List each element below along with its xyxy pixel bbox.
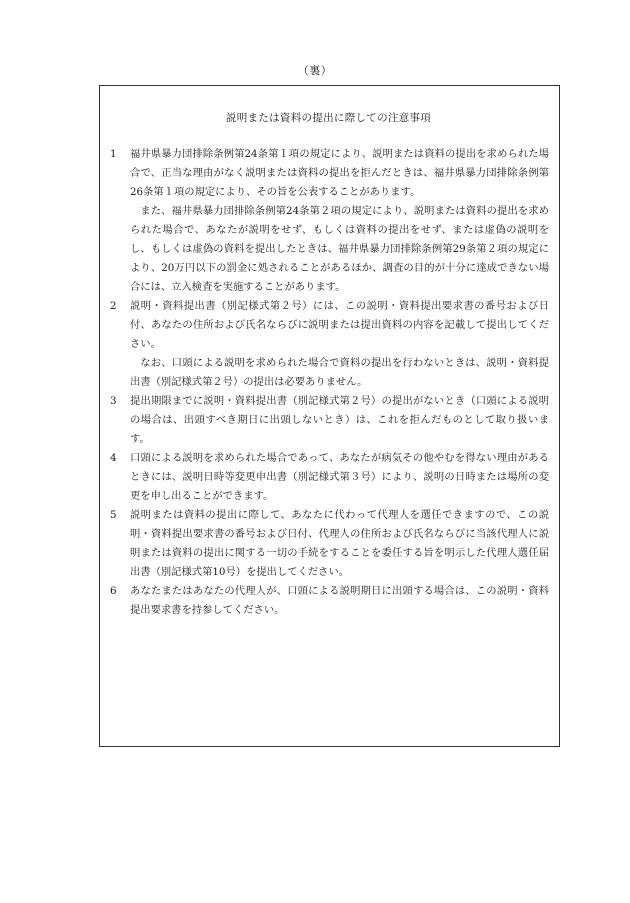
item-paragraph: 説明または資料の提出に際して、あなたに代わって代理人を選任できますので、この説明・資料提出要求書の番号および日付、代理人の住所および氏名ならびに当該代理人に説明または資料の提出に関する一切の手続をすることを委任する旨を明示した代理人選任届出書（別記様式第10号）を提出してください。 xyxy=(130,509,549,578)
notice-item-1 xyxy=(108,145,549,297)
notice-item-6 xyxy=(108,582,549,620)
item-paragraph: 説明・資料提出書（別記様式第２号）には、この説明・資料提出要求書の番号および日付、あなたの住所および氏名ならびに説明または提出資料の内容を記載して提出してください。 xyxy=(130,300,549,350)
notice-item-4 xyxy=(108,449,549,506)
item-number: 1 xyxy=(110,148,117,160)
notice-title: 説明または資料の提出に際しての注意事項 xyxy=(225,112,432,124)
item-body xyxy=(130,506,549,582)
notice-items xyxy=(108,145,549,620)
notice-box xyxy=(99,85,560,747)
item-paragraph: 口頭による説明を求められた場合であって、あなたが病気その他やむを得ない理由があるときには、説明日時等変更申出書（別記様式第３号）により、説明の日時または場所の変更を申し出ることができます。 xyxy=(130,452,549,502)
item-paragraph: なお、口頭による説明を求められた場合で資料の提出を行わないときは、説明・資料提出書（別記様式第２号）の提出は必要ありません。 xyxy=(130,357,549,388)
item-body xyxy=(130,297,549,392)
item-number: 3 xyxy=(110,395,117,407)
item-body xyxy=(130,145,549,297)
item-number: 5 xyxy=(110,509,117,521)
item-paragraph: あなたまたはあなたの代理人が、口頭による説明期日に出頭する場合は、この説明・資料提出要求書を持参してください。 xyxy=(130,585,549,616)
item-paragraph: 提出期限までに説明・資料提出書（別記様式第２号）の提出がないとき（口頭による説明の場合は、出頭すべき期日に出頭しないとき）は、これを拒んだものとして取り扱います。 xyxy=(130,395,549,445)
item-paragraph: 福井県暴力団排除条例第24条第１項の規定により、説明または資料の提出を求められた場合で、正当な理由がなく説明または資料の提出を拒んだときは、福井県暴力団排除条例第26条第１項の規定により、その旨を公表することがあります。 xyxy=(130,148,549,198)
item-number: 2 xyxy=(110,300,117,312)
notice-item-5 xyxy=(108,506,549,582)
item-body xyxy=(130,449,549,506)
item-body xyxy=(130,582,549,620)
page-side-label: （裏） xyxy=(297,64,333,77)
item-paragraph: また、福井県暴力団排除条例第24条第２項の規定により、説明または資料の提出を求められた場合で、あなたが説明をせず、もしくは資料の提出をせず、または虚偽の説明をし、もしくは虚偽の資料を提出したときは、福井県暴力団排除条例第29条第２項の規定により、20万円以下の罰金に処されることがあるほか、調査の目的が十分に達成できない場合には、立入検査を実施することがあります。 xyxy=(130,205,549,293)
item-body xyxy=(130,392,549,449)
item-number: 6 xyxy=(110,585,117,597)
item-number: 4 xyxy=(110,452,117,464)
notice-item-2 xyxy=(108,297,549,392)
notice-item-3 xyxy=(108,392,549,449)
